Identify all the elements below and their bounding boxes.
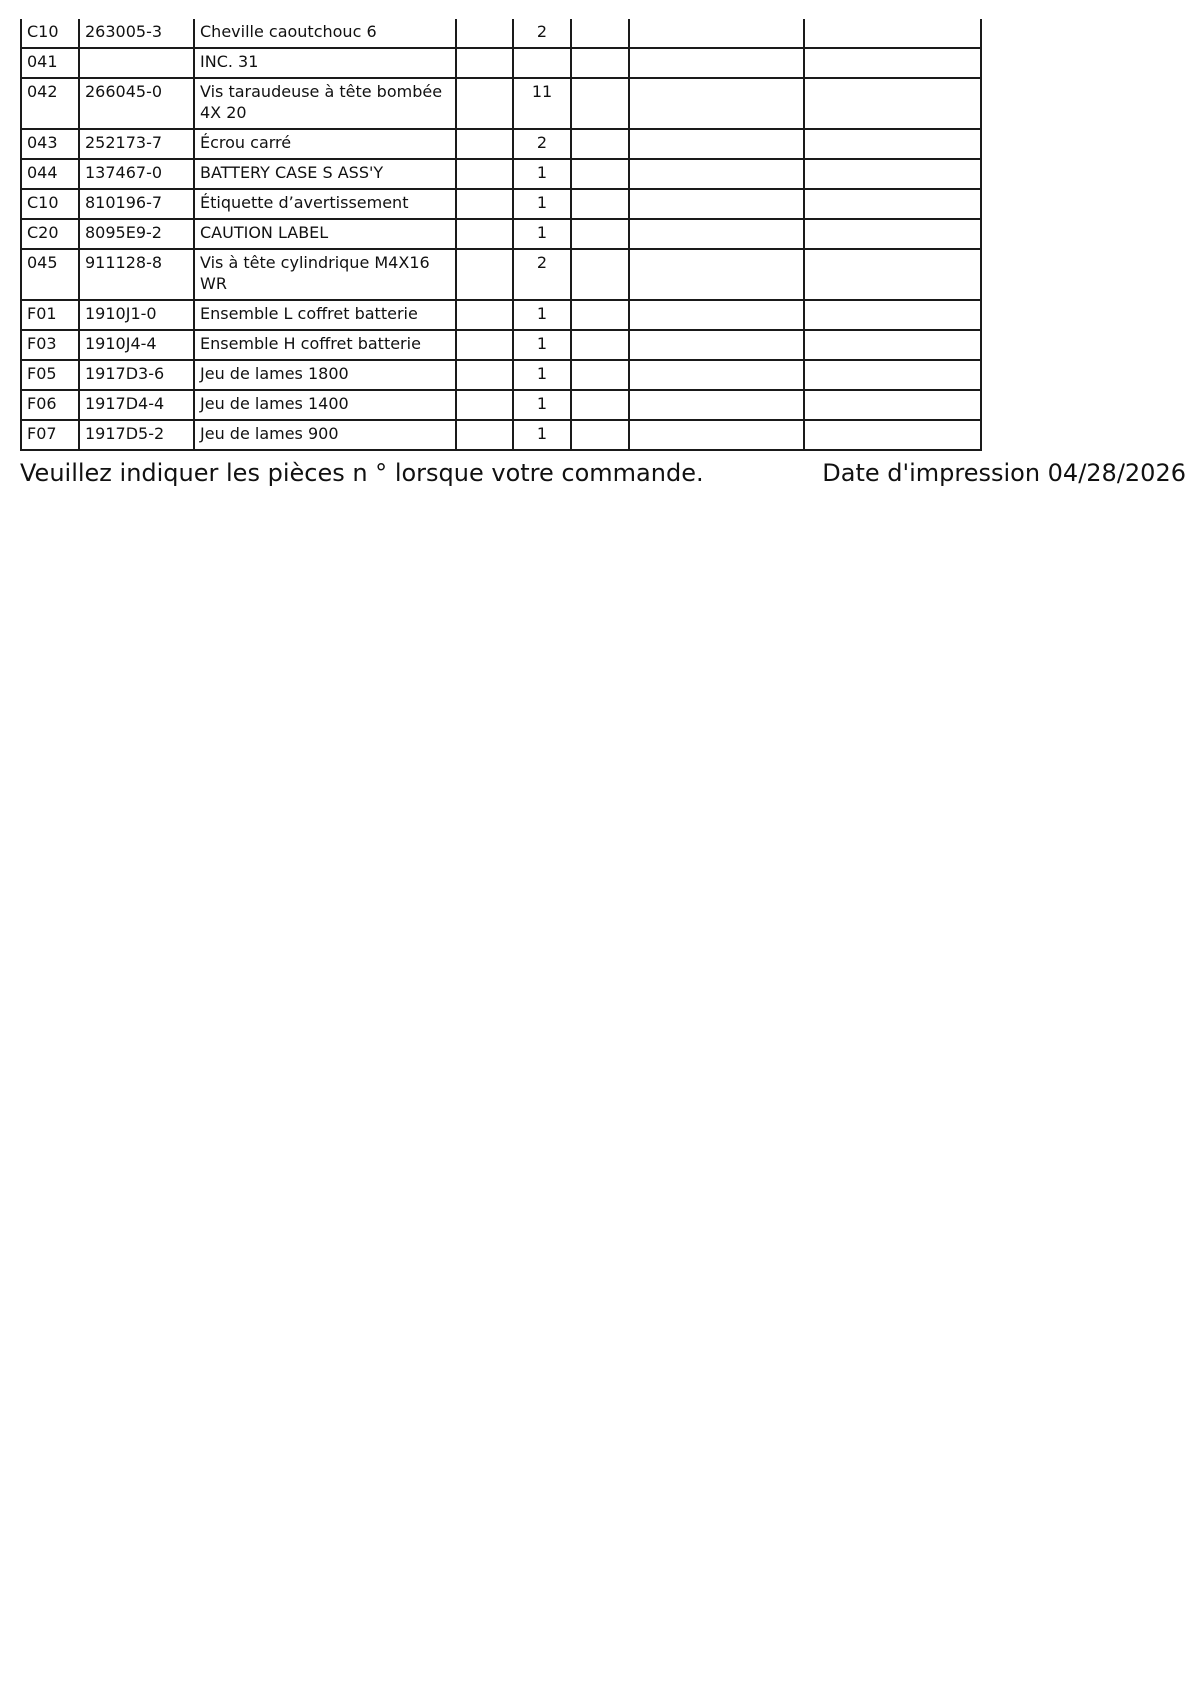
empty-cell [456,390,513,420]
empty-cell [456,300,513,330]
empty-cell [629,300,804,330]
table-row [21,300,981,330]
part-number-cell: 911128-8 [79,249,194,300]
quantity-cell: 11 [513,78,571,129]
table-row [21,249,981,300]
empty-cell [571,19,629,48]
part-number-cell: 263005-3 [79,19,194,48]
empty-cell [804,159,981,189]
part-number-cell: 266045-0 [79,78,194,129]
description-cell: Ensemble L coffret batterie [194,300,456,330]
table-row [21,360,981,390]
ref-cell: 044 [21,159,79,189]
part-number-cell: 810196-7 [79,189,194,219]
empty-cell [804,219,981,249]
description-cell: BATTERY CASE S ASS'Y [194,159,456,189]
empty-cell [629,360,804,390]
empty-cell [804,300,981,330]
table-row [21,48,981,78]
empty-cell [804,360,981,390]
table-row [21,390,981,420]
description-cell: Jeu de lames 1400 [194,390,456,420]
description-cell: Étiquette d’avertissement [194,189,456,219]
empty-cell [804,48,981,78]
ref-cell: C10 [21,189,79,219]
part-number-cell: 252173-7 [79,129,194,159]
table-row [21,19,981,48]
table-row [21,159,981,189]
description-cell: Cheville caoutchouc 6 [194,19,456,48]
part-number-cell: 137467-0 [79,159,194,189]
description-cell: Ensemble H coffret batterie [194,330,456,360]
ref-cell: F05 [21,360,79,390]
empty-cell [804,330,981,360]
empty-cell [629,159,804,189]
description-cell: Écrou carré [194,129,456,159]
empty-cell [804,390,981,420]
empty-cell [629,19,804,48]
empty-cell [804,19,981,48]
ref-cell: F03 [21,330,79,360]
empty-cell [571,300,629,330]
empty-cell [804,249,981,300]
ref-cell: F07 [21,420,79,450]
table-row [21,219,981,249]
quantity-cell: 2 [513,129,571,159]
part-number-cell: 8095E9-2 [79,219,194,249]
empty-cell [804,189,981,219]
part-number-cell: 1917D5-2 [79,420,194,450]
part-number-cell: 1910J4-4 [79,330,194,360]
part-number-cell: 1917D4-4 [79,390,194,420]
empty-cell [629,330,804,360]
empty-cell [629,390,804,420]
quantity-cell: 1 [513,330,571,360]
empty-cell [629,48,804,78]
empty-cell [571,159,629,189]
empty-cell [571,420,629,450]
quantity-cell: 1 [513,300,571,330]
quantity-cell: 1 [513,159,571,189]
empty-cell [571,48,629,78]
empty-cell [571,129,629,159]
empty-cell [629,420,804,450]
empty-cell [629,219,804,249]
quantity-cell: 1 [513,420,571,450]
order-instruction-note: Veuillez indiquer les pièces n ° lorsque votre commande. [20,459,704,487]
description-cell: Vis taraudeuse à tête bombée 4X 20 [194,78,456,129]
quantity-cell: 1 [513,360,571,390]
empty-cell [804,129,981,159]
quantity-cell [513,48,571,78]
ref-cell: 041 [21,48,79,78]
part-number-cell [79,48,194,78]
empty-cell [629,129,804,159]
empty-cell [456,129,513,159]
empty-cell [629,78,804,129]
print-date: Date d'impression 04/28/2026 [822,459,1186,487]
table-row [21,330,981,360]
empty-cell [629,189,804,219]
ref-cell: C20 [21,219,79,249]
quantity-cell: 2 [513,19,571,48]
empty-cell [804,78,981,129]
ref-cell: 042 [21,78,79,129]
empty-cell [456,360,513,390]
quantity-cell: 2 [513,249,571,300]
ref-cell: 045 [21,249,79,300]
parts-table [20,19,982,451]
empty-cell [456,189,513,219]
empty-cell [571,219,629,249]
empty-cell [456,330,513,360]
empty-cell [571,330,629,360]
empty-cell [456,48,513,78]
table-row [21,129,981,159]
empty-cell [571,189,629,219]
description-cell: INC. 31 [194,48,456,78]
description-cell: Jeu de lames 1800 [194,360,456,390]
empty-cell [456,78,513,129]
empty-cell [456,159,513,189]
part-number-cell: 1917D3-6 [79,360,194,390]
ref-cell: C10 [21,19,79,48]
empty-cell [456,249,513,300]
empty-cell [456,219,513,249]
quantity-cell: 1 [513,189,571,219]
empty-cell [571,390,629,420]
table-row [21,189,981,219]
empty-cell [629,249,804,300]
empty-cell [804,420,981,450]
table-row [21,78,981,129]
empty-cell [456,19,513,48]
quantity-cell: 1 [513,219,571,249]
table-row [21,420,981,450]
ref-cell: F01 [21,300,79,330]
ref-cell: 043 [21,129,79,159]
description-cell: Vis à tête cylindrique M4X16 WR [194,249,456,300]
empty-cell [571,249,629,300]
description-cell: Jeu de lames 900 [194,420,456,450]
description-cell: CAUTION LABEL [194,219,456,249]
part-number-cell: 1910J1-0 [79,300,194,330]
empty-cell [571,78,629,129]
quantity-cell: 1 [513,390,571,420]
empty-cell [456,420,513,450]
empty-cell [571,360,629,390]
ref-cell: F06 [21,390,79,420]
